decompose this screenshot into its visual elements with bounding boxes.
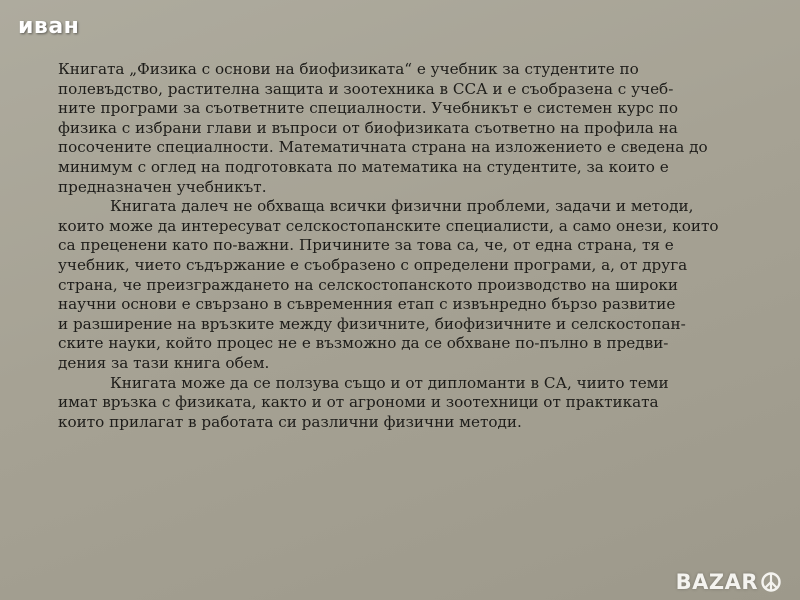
uploader-username: иван xyxy=(18,14,80,39)
text-line: предназначен учебникът. xyxy=(58,177,267,196)
text-line: учебник, чието съдържание е съобразено с определени програми, а, от друга xyxy=(58,255,688,274)
text-line: имат връзка с физиката, както и от агрономи и зоотехници от практиката xyxy=(58,393,659,412)
text-line: ските науки, който процес не е възможно да се обхване по-пълно в предви- xyxy=(58,334,669,353)
text-line: които прилагат в работата си различни физични методи. xyxy=(58,412,522,431)
text-line: страна, че преизграждането на селскостопанското производство на широки xyxy=(58,275,678,294)
text-line: полевъдство, растителна защита и зоотехника в ССА и е съобразена с учеб- xyxy=(58,79,674,98)
text-line: научни основи е свързано в съвременния етап с извънредно бързо развитие xyxy=(58,295,676,314)
document-text xyxy=(58,60,788,432)
bazar-watermark xyxy=(676,570,782,594)
text-line: и разширение на връзките между физичните, биофизичните и селскостопан- xyxy=(58,314,686,333)
watermark-text: BAZAR xyxy=(675,570,758,594)
text-line: Книгата далеч не обхваща всички физични проблеми, задачи и методи, xyxy=(110,197,694,216)
text-line: посочените специалности. Математичната страна на изложението е сведена до xyxy=(58,138,708,157)
text-line: минимум с оглед на подготовката по математика на студентите, за които е xyxy=(58,157,669,176)
text-line: физика с избрани глави и въпроси от биофизиката съответно на профила на xyxy=(58,118,678,137)
text-line: са преценени като по-важни. Причините за това са, че, от една страна, тя е xyxy=(58,236,674,255)
text-line: Книгата може да се ползува също и от дипломанти в СА, чиито теми xyxy=(110,373,669,392)
peace-sign-icon xyxy=(760,571,782,593)
text-line: дения за тази книга обем. xyxy=(58,353,270,372)
text-line: ните програми за съответните специалности. Учебникът е системен курс по xyxy=(58,99,679,118)
text-line: Книгата „Физика с основи на биофизиката“ е учебник за студентите по xyxy=(58,60,639,78)
text-line: които може да интересуват селскостопанските специалисти, а само онези, които xyxy=(58,216,719,235)
